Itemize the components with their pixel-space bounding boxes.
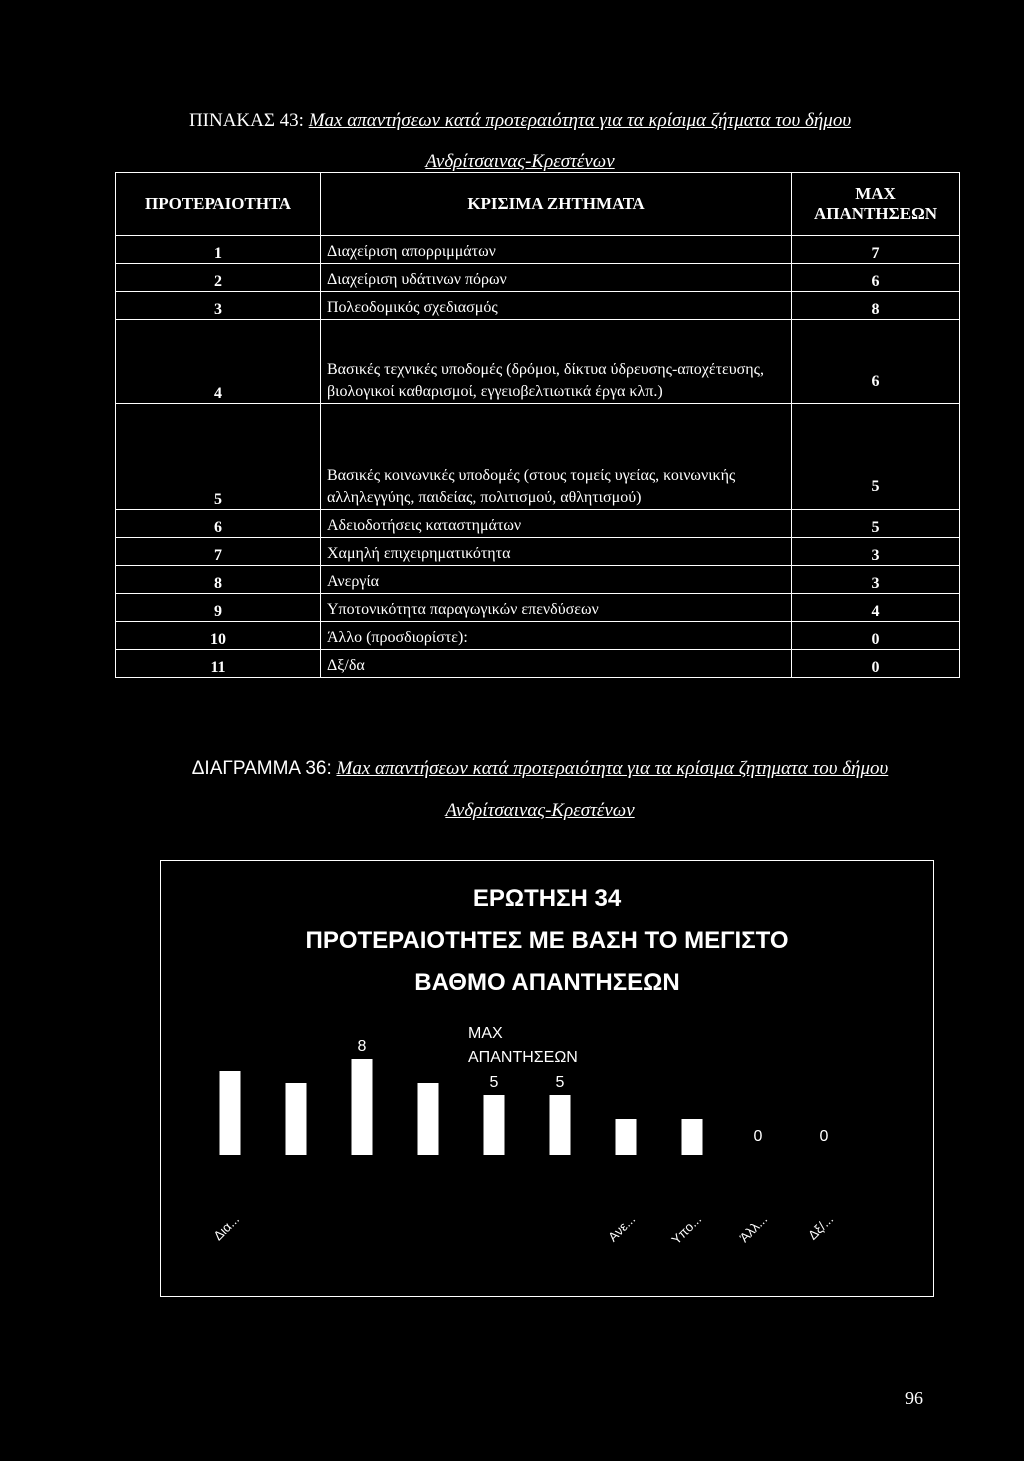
chart-bar [418,1083,439,1155]
issue-cell: Χαμηλή επιχειρηματικότητα [321,538,792,566]
issue-cell: Βασικές τεχνικές υποδομές (δρόμοι, δίκτυα ύδρευσης-αποχέτευσης, βιολογικοί καθαρισμοί, εγγειοβελτιωτικά έργα κλπ.) [321,320,792,404]
chart-title-line: ΕΡΩΤΗΣΗ 34 [472,885,622,912]
header-priority: ΠΡΟΤΕΡΑΙΟΤΗΤΑ [116,173,321,236]
max-cell: 4 [792,594,960,622]
rank-cell: 7 [116,538,321,566]
priorities-table [115,172,960,678]
data-label: 5 [555,1074,565,1091]
max-cell: 6 [792,320,960,404]
table-row [116,320,960,404]
table-label: ΠΙΝΑΚΑΣ 43: [188,110,304,131]
diagram-caption-text: Max απαντήσεων κατά προτεραιότητα για τα κρίσιμα ζητηματα του δήμου Ανδρίτσαινας-Κρεστένων [336,758,889,821]
page-number: 96 [905,1388,923,1408]
data-label: 5 [489,1074,499,1091]
rank-cell: 5 [116,404,321,510]
issue-cell: Ανεργία [321,566,792,594]
table-row [116,510,960,538]
rank-cell: 6 [116,510,321,538]
chart-bar [484,1095,505,1155]
chart-title-line: ΠΡΟΤΕΡΑΙΟΤΗΤΕΣ ΜΕ ΒΑΣΗ ΤΟ ΜΕΓΙΣΤΟ [305,927,789,954]
table-row [116,236,960,264]
table-row [116,566,960,594]
rank-cell: 10 [116,622,321,650]
table-row [116,538,960,566]
chart-bar [286,1083,307,1155]
max-cell: 0 [792,650,960,678]
max-cell: 8 [792,292,960,320]
issue-cell: Άλλο (προσδιορίστε): [321,622,792,650]
rank-cell: 2 [116,264,321,292]
header-max: MAX ΑΠΑΝΤΗΣΕΩΝ [792,173,960,236]
issue-cell: Πολεοδομικός σχεδιασμός [321,292,792,320]
max-cell: 3 [792,538,960,566]
chart-title-line: ΒΑΘΜΟ ΑΠΑΝΤΗΣΕΩΝ [414,969,680,996]
rank-cell: 1 [116,236,321,264]
category-label: Ανε... [605,1211,639,1245]
category-label: Δξ/... [805,1211,837,1243]
chart-bar [682,1119,703,1155]
max-cell: 6 [792,264,960,292]
max-cell: 5 [792,510,960,538]
issue-cell: Διαχείριση απορριμμάτων [321,236,792,264]
issue-cell: Βασικές κοινωνικές υποδομές (στους τομείς υγείας, κοινωνικής αλληλεγγύης, παιδείας, πολιτισμού, αθλητισμού) [321,404,792,510]
chart-svg [161,861,933,1296]
chart-bar [352,1059,373,1155]
rank-cell: 8 [116,566,321,594]
table-row [116,594,960,622]
max-cell: 7 [792,236,960,264]
data-label: 0 [753,1128,763,1145]
data-label: 8 [357,1038,367,1055]
max-cell: 3 [792,566,960,594]
category-label: Υπο... [668,1211,705,1248]
table-caption-text: Max απαντήσεων κατά προτεραιότητα για τα κρίσιμα ζήτματα του δήμου Ανδρίτσαινας-Κρεστένων [308,110,852,172]
chart-bar [220,1071,241,1155]
table-row [116,622,960,650]
category-label: Δια... [210,1211,243,1244]
bar-chart [160,860,934,1297]
issue-cell: Υποτονικότητα παραγωγικών επενδύσεων [321,594,792,622]
issue-cell: Δξ/δα [321,650,792,678]
issue-cell: Διαχείριση υδάτινων πόρων [321,264,792,292]
max-cell: 5 [792,404,960,510]
category-label: Άλλ... [736,1211,771,1246]
diagram-caption [160,748,920,832]
data-label: 0 [819,1128,829,1145]
header-issues: ΚΡΙΣΙΜΑ ΖΗΤΗΜΑΤΑ [321,173,792,236]
table-row [116,292,960,320]
chart-bar [616,1119,637,1155]
table-row [116,650,960,678]
chart-bar [550,1095,571,1155]
table-row [116,404,960,510]
diagram-label: ΔΙΑΓΡΑΜΜΑ 36: [191,758,332,779]
issue-cell: Αδειοδοτήσεις καταστημάτων [321,510,792,538]
rank-cell: 11 [116,650,321,678]
series-name-label: MAX [468,1025,503,1042]
table-row [116,264,960,292]
rank-cell: 4 [116,320,321,404]
table-caption [150,100,890,182]
max-cell: 0 [792,622,960,650]
rank-cell: 3 [116,292,321,320]
rank-cell: 9 [116,594,321,622]
series-name-label: ΑΠΑΝΤΗΣΕΩΝ [468,1049,578,1066]
